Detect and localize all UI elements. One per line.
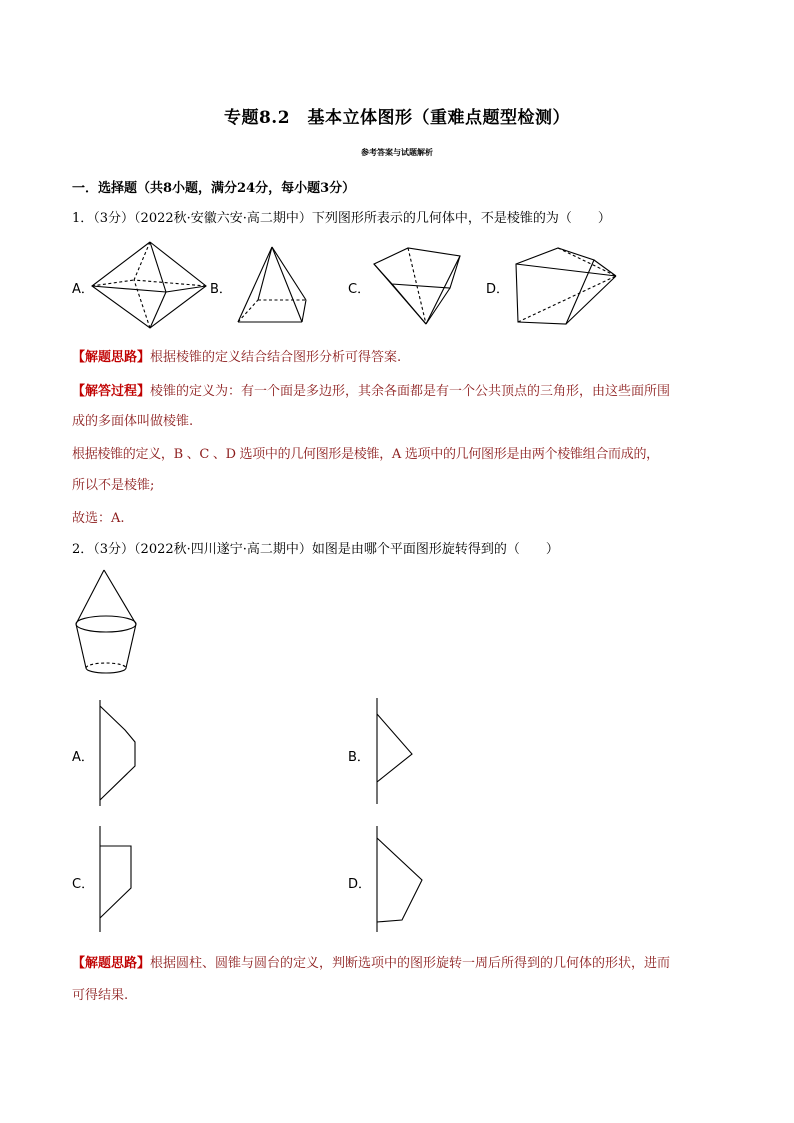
page-subtitle: 参考答案与试题解析 — [361, 147, 433, 157]
q2-option-a-label: A． — [72, 750, 94, 765]
q1-hint-text: 根据棱锥的定义结合结合图形分析可得答案. — [150, 350, 402, 365]
q1-process-line-4: 所以不是棱锥; — [72, 478, 155, 493]
question-2-stem: 2．（3分）（2022秋·四川遂宁·高二期中）如图是由哪个平面图形旋转得到的（ ） — [72, 542, 559, 557]
q1-process-line-2: 成的多面体叫做棱锥. — [72, 414, 194, 429]
q2-option-b-figure — [372, 698, 422, 808]
q1-option-d-label: D． — [486, 282, 510, 297]
q1-hint — [72, 346, 401, 365]
q1-process-tag: 【解答过程】 — [72, 384, 151, 399]
q2-option-c-label: C． — [72, 877, 95, 892]
q2-option-b-label: B． — [348, 750, 370, 765]
q2-option-a-figure — [95, 700, 145, 810]
question-1-stem: 1．（3分）（2022秋·安徽六安·高二期中）下列图形所表示的几何体中，不是棱锥的为（ ） — [72, 211, 611, 226]
q2-solid-figure — [74, 568, 166, 680]
q2-hint-line-1: 根据圆柱、圆锥与圆台的定义，判断选项中的图形旋转一周后所得到的几何体的形状，进而 — [150, 956, 671, 971]
q1-option-d-figure — [510, 244, 622, 328]
page-title: 专题8.2 基本立体图形（重难点题型检测） — [223, 108, 571, 128]
q1-option-b-label: B． — [210, 282, 232, 297]
q1-option-c-label: C． — [348, 282, 371, 297]
section-heading: 一．选择题（共8小题，满分24分，每小题3分） — [72, 181, 356, 196]
q2-option-d-label: D． — [348, 877, 372, 892]
q1-hint-tag: 【解题思路】 — [72, 350, 151, 365]
q1-process-line-1: 棱锥的定义为：有一个面是多边形，其余各面都是有一个公共顶点的三角形，由这些面所围 — [150, 384, 671, 399]
q1-option-a-figure — [90, 238, 210, 333]
q2-hint — [72, 952, 670, 971]
q2-hint-line-2: 可得结果. — [72, 988, 129, 1003]
q1-process — [72, 380, 670, 399]
q1-option-c-figure — [368, 244, 466, 328]
q1-answer: 故选：A. — [72, 511, 125, 526]
q1-process-line-3: 根据棱锥的定义，B 、C 、D 选项中的几何图形是棱锥，A 选项中的几何图形是由两个棱锥组合而成的， — [72, 447, 659, 462]
q2-hint-tag: 【解题思路】 — [72, 956, 151, 971]
q1-option-b-figure — [232, 244, 312, 326]
q2-option-c-figure — [95, 826, 145, 936]
q1-option-a-label: A． — [72, 282, 94, 297]
q2-option-d-figure — [372, 826, 432, 936]
